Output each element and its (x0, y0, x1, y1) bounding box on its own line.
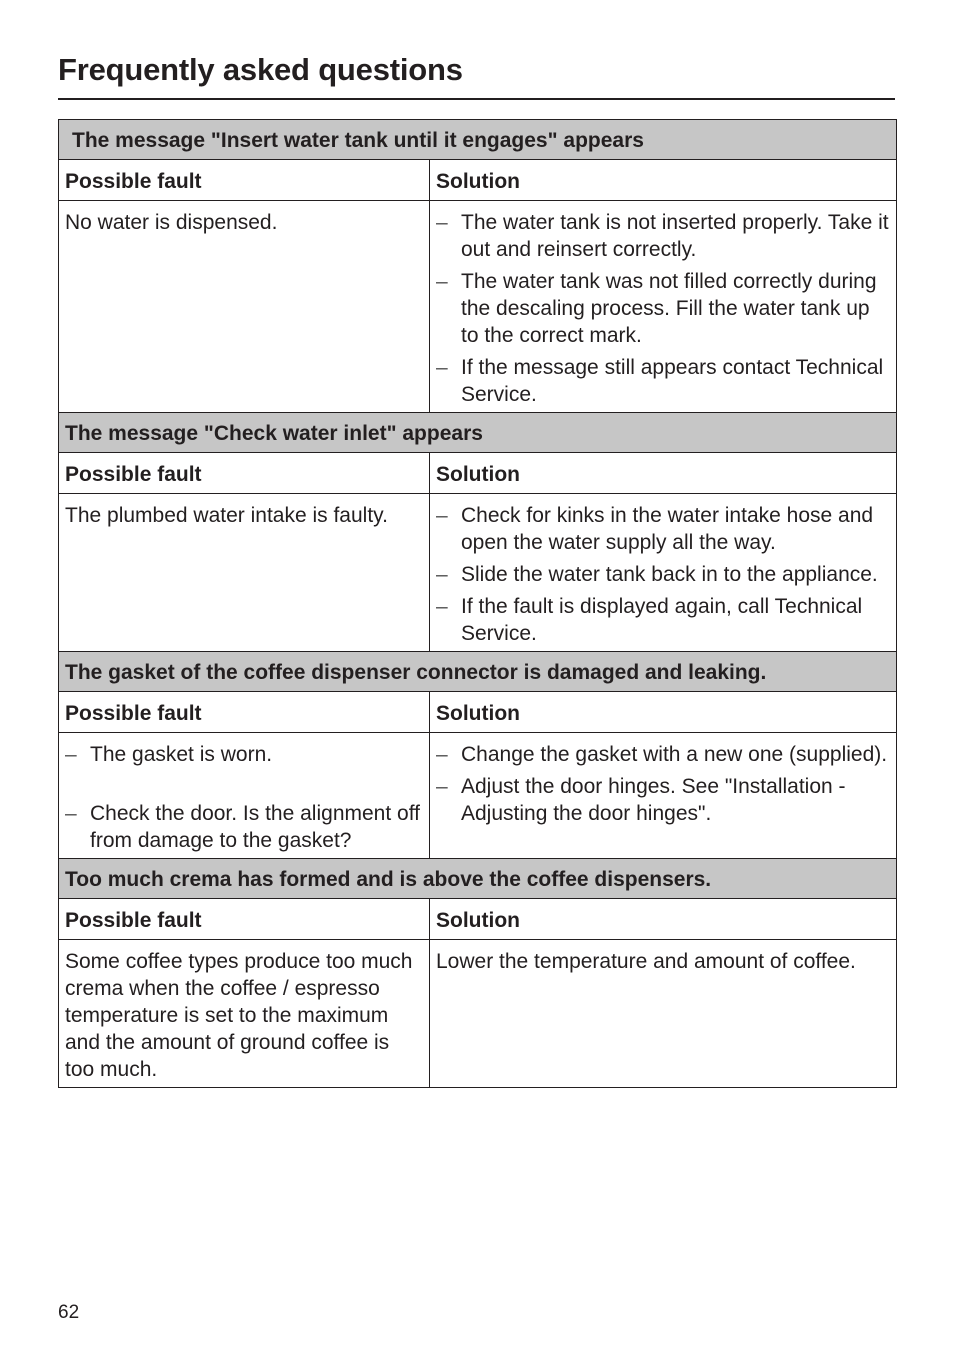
solution-list (436, 502, 890, 647)
solution-header: Solution (430, 692, 897, 733)
possible-fault-header: Possible fault (59, 453, 430, 494)
column-header-row (59, 899, 897, 940)
table-row (59, 940, 897, 1088)
section-header-row (59, 413, 897, 453)
section-header-row (59, 859, 897, 899)
solution-cell: Lower the temperature and amount of coffee. (430, 940, 897, 1088)
list-item: – The water tank is not inserted properly. Take it out and reinsert correctly. (436, 209, 890, 263)
solution-header: Solution (430, 899, 897, 940)
section-header-row (59, 120, 897, 160)
solution-header: Solution (430, 160, 897, 201)
column-header-row (59, 692, 897, 733)
solution-list (436, 209, 890, 408)
list-item: – Check for kinks in the water intake hose and open the water supply all the way. (436, 502, 890, 556)
list-item: – Change the gasket with a new one (supplied). (436, 741, 890, 768)
solution-cell (430, 201, 897, 413)
solution-cell (430, 733, 897, 859)
possible-fault-header: Possible fault (59, 899, 430, 940)
list-item: – If the message still appears contact Technical Service. (436, 354, 890, 408)
section-header-row (59, 652, 897, 692)
section-heading: Too much crema has formed and is above the coffee dispensers. (59, 859, 897, 899)
section-heading: The message "Check water inlet" appears (59, 413, 897, 453)
table-row (59, 494, 897, 652)
solution-cell (430, 494, 897, 652)
fault-cell: No water is dispensed. (59, 201, 430, 413)
faq-table (58, 119, 897, 1088)
page-number: 62 (58, 1302, 80, 1323)
title-divider (58, 98, 895, 100)
fault-cell (59, 733, 430, 859)
list-item: – If the fault is displayed again, call Technical Service. (436, 593, 890, 647)
fault-cell: Some coffee types produce too much crema when the coffee / espresso temperature is set to the maximum and the amount of ground coffee is too much. (59, 940, 430, 1088)
solution-list (436, 741, 890, 827)
table-row (59, 201, 897, 413)
list-item: – Adjust the door hinges. See "Installation - Adjusting the door hinges". (436, 773, 890, 827)
fault-list (65, 741, 423, 854)
possible-fault-header: Possible fault (59, 160, 430, 201)
section-heading: The message "Insert water tank until it engages" appears (59, 120, 897, 160)
list-item: – The gasket is worn. (65, 741, 423, 768)
column-header-row (59, 160, 897, 201)
table-row (59, 733, 897, 859)
fault-cell: The plumbed water intake is faulty. (59, 494, 430, 652)
section-heading: The gasket of the coffee dispenser connector is damaged and leaking. (59, 652, 897, 692)
column-header-row (59, 453, 897, 494)
list-item: – Slide the water tank back in to the appliance. (436, 561, 890, 588)
list-item: – Check the door. Is the alignment off from damage to the gasket? (65, 800, 423, 854)
possible-fault-header: Possible fault (59, 692, 430, 733)
page-title: Frequently asked questions (58, 52, 463, 87)
list-item: – The water tank was not filled correctly during the descaling process. Fill the water tank up to the correct mark. (436, 268, 890, 349)
solution-header: Solution (430, 453, 897, 494)
